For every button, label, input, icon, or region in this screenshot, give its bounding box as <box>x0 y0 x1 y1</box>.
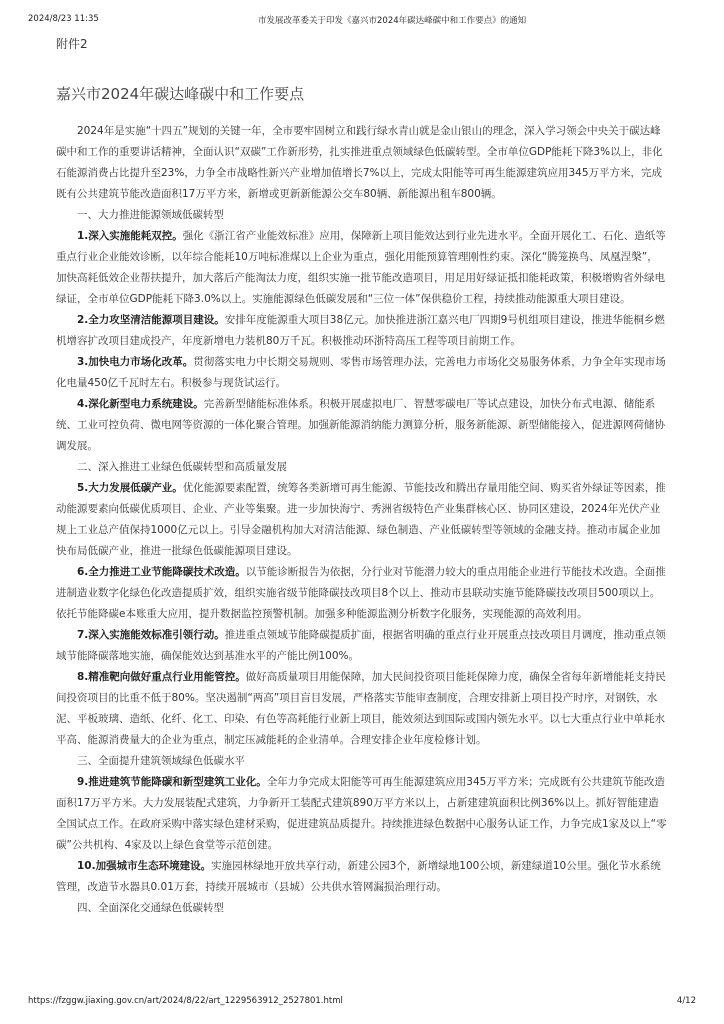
item-lead: 6.全力推进工业节能降碳技术改造。 <box>77 566 246 578</box>
print-header-title: 市发展改革委关于印发《嘉兴市2024年碳达峰碳中和工作要点》的通知 <box>258 16 527 26</box>
item-paragraph <box>56 562 668 625</box>
item-lead: 5.大力发展低碳产业。 <box>77 482 183 494</box>
item-text: 安排年度能源重大项目38亿元。加快推进浙江嘉兴电厂四期9号机组项目建设，推进华能桐乡燃机增容扩改项目建成投产，年度新增电力装机80万千瓦。积极推动环浙特高压工程等项目前期工作。 <box>56 314 665 347</box>
section-heading <box>56 751 668 772</box>
item-text: 优化能源要素配置，统筹各类新增可再生能源、节能技改和腾出存量用能空间、购买省外绿证等因素，推动能源要素向低碳优质项目、企业、产业等集聚。进一步加快海宁、秀洲省级特色产业集群核心区、协同区建设，2024年光伏产业规上工业总产值保持1000亿元以上。引导金融机构加大对清洁能源、绿色制造、产业低碳转型等领域的金融支持。推动市属企业加快布局低碳产业，推进一批绿色低碳能源项目建设。 <box>56 482 666 557</box>
section-heading <box>56 205 668 226</box>
item-lead: 3.加快电力市场化改革。 <box>77 356 194 368</box>
section-heading-text: 三、全面提升建筑领域绿色低碳水平 <box>77 755 245 767</box>
paragraph-text: 2024年是实施“十四五”规划的关键一年，全市要牢固树立和践行绿水青山就是金山银山的理念，深入学习领会中央关于碳达峰碳中和工作的重要讲话精神，全面认识“双碳”工作新形势，扎实推进重点领域绿色低碳转型。全市单位GDP能耗下降3%以上，非化石能源消费占比提升至23%，力争全市战略性新兴产业增加值增长7%以上，完成太阳能等可再生能源建筑应用345万平方米，完成既有公共建筑节能改造面积17万平方米，新增或更新新能源公交车80辆、新能源出租车800辆。 <box>56 125 663 200</box>
item-lead: 10.加强城市生态环境建设。 <box>77 860 212 872</box>
section-heading-text: 一、大力推进能源领域低碳转型 <box>77 209 224 221</box>
section-heading-text: 二、深入推进工业绿色低碳转型和高质量发展 <box>77 461 287 473</box>
item-text: 实施园林绿地开放共享行动，新建公园3个，新增绿地100公顷，新建绿道10公里。强化节水系统管理，改造节水器具0.01万套，持续开展城市（县城）公共供水管网漏损治理行动。 <box>56 860 661 893</box>
item-text: 全年力争完成太阳能等可再生能源建筑应用345万平方米；完成既有公共建筑节能改造面积17万平方米。大力发展装配式建筑，力争新开工装配式建筑890万平方米以上，占新建建筑面积比例36%以上。抓好智能建造全国试点工作。在政府采购中落实绿色建材采购，促进建筑品质提升。持续推进绿色数据中心服务认证工作，力争完成1家及以上“零碳”公共机构、4家及以上绿色食堂等示范创建。 <box>56 776 667 851</box>
print-footer-url: https://fzggw.jiaxing.gov.cn/art/2024/8/22/art_1229563912_2527801.html <box>28 996 343 1006</box>
item-lead: 2.全力攻坚清洁能源项目建设。 <box>77 314 225 326</box>
page-number: 4/12 <box>676 996 696 1006</box>
item-text: 做好高质量项目用能保障，加大民间投资项目能耗保障力度，确保全省每年新增能耗支持民间投资项目的比重不低于80%。坚决遏制“两高”项目盲目发展，严格落实节能审查制度，合理安排新上项目投产时序，对钢铁，水泥、平板玻璃、造纸、化纤、化工、印染、有色等高耗能行业新上项目，能效须达到国际或国内领先水平。以七大重点行业中单耗水平高、能源消费量大的企业为重点，制定压减能耗的企业清单。合理安排企业年度检修计划。 <box>56 671 666 746</box>
item-text: 以节能诊断报告为依据，分行业对节能潜力较大的重点用能企业进行节能技术改造。全面推进制造业数字化绿色化改造提质扩效，组织实施省级节能降碳技改项目8个以上、推动市县联动实施节能降碳技改项目500项以上。依托节能降碳e本账重大应用，提升数据监控预警机制。加强多种能源监测分析数字化服务，实现能源的高效利用。 <box>56 566 666 620</box>
item-paragraph <box>56 772 668 856</box>
item-lead: 7.深入实施能效标准引领行动。 <box>77 629 225 641</box>
item-paragraph <box>56 667 668 751</box>
item-lead: 8.精准靶向做好重点行业用能管控。 <box>77 671 246 683</box>
intro-paragraph <box>56 121 668 205</box>
item-paragraph <box>56 625 668 667</box>
attachment-label: 附件2 <box>56 37 88 51</box>
section-heading-text: 四、全面深化交通绿色低碳转型 <box>77 902 224 914</box>
item-paragraph <box>56 352 668 394</box>
document-body <box>56 121 668 919</box>
item-text: 强化《浙江省产业能效标准》应用，保障新上项目能效达到行业先进水平。全面开展化工、石化、造纸等重点行业企业能效诊断，以年综合能耗10万吨标准煤以上企业为重点，强化用能预算管理刚性约束。深化“腾笼换鸟、凤凰涅槃”，加快高耗低效企业帮扶提升，加大落后产能淘汰力度，组织实施一批节能改造项目，用足用好绿证抵扣能耗政策，积极增购省外绿电绿证，全市单位GDP能耗下降3.0%以上。实施能源绿色低碳发展和“三位一体”保供稳价工程，持续推动能源重大项目建设。 <box>56 230 666 305</box>
section-heading <box>56 457 668 478</box>
section-heading <box>56 898 668 919</box>
item-paragraph <box>56 394 668 457</box>
document-title: 嘉兴市2024年碳达峰碳中和工作要点 <box>56 85 305 103</box>
item-text: 贯彻落实电力中长期交易规则、零售市场管理办法，完善电力市场化交易服务体系，力争全年实现市场化电量450亿千瓦时左右。积极参与现货试运行。 <box>56 356 666 389</box>
item-lead: 1.深入实施能耗双控。 <box>77 230 183 242</box>
item-paragraph <box>56 478 668 562</box>
item-text: 推进重点领域节能降碳提质扩面，根据省明确的重点行业开展重点技改项目月调度，推动重点领域节能降碳落地实施，确保能效达到基准水平的产能比例100%。 <box>56 629 666 662</box>
item-lead: 9.推进建筑节能降碳和新型建筑工业化。 <box>77 776 267 788</box>
item-text: 完善新型储能标准体系。积极开展虚拟电厂、智慧零碳电厂等试点建设，加快分布式电源、储能系统、工业可控负荷、微电网等资源的一体化聚合管理。加强新能源消纳能力测算分析，服务新能源、新型储能接入，促进源网荷储协调发展。 <box>56 398 665 452</box>
item-paragraph <box>56 226 668 310</box>
item-paragraph <box>56 856 668 898</box>
item-lead: 4.深化新型电力系统建设。 <box>77 398 204 410</box>
print-datetime: 2024/8/23 11:35 <box>28 14 99 24</box>
item-paragraph <box>56 310 668 352</box>
